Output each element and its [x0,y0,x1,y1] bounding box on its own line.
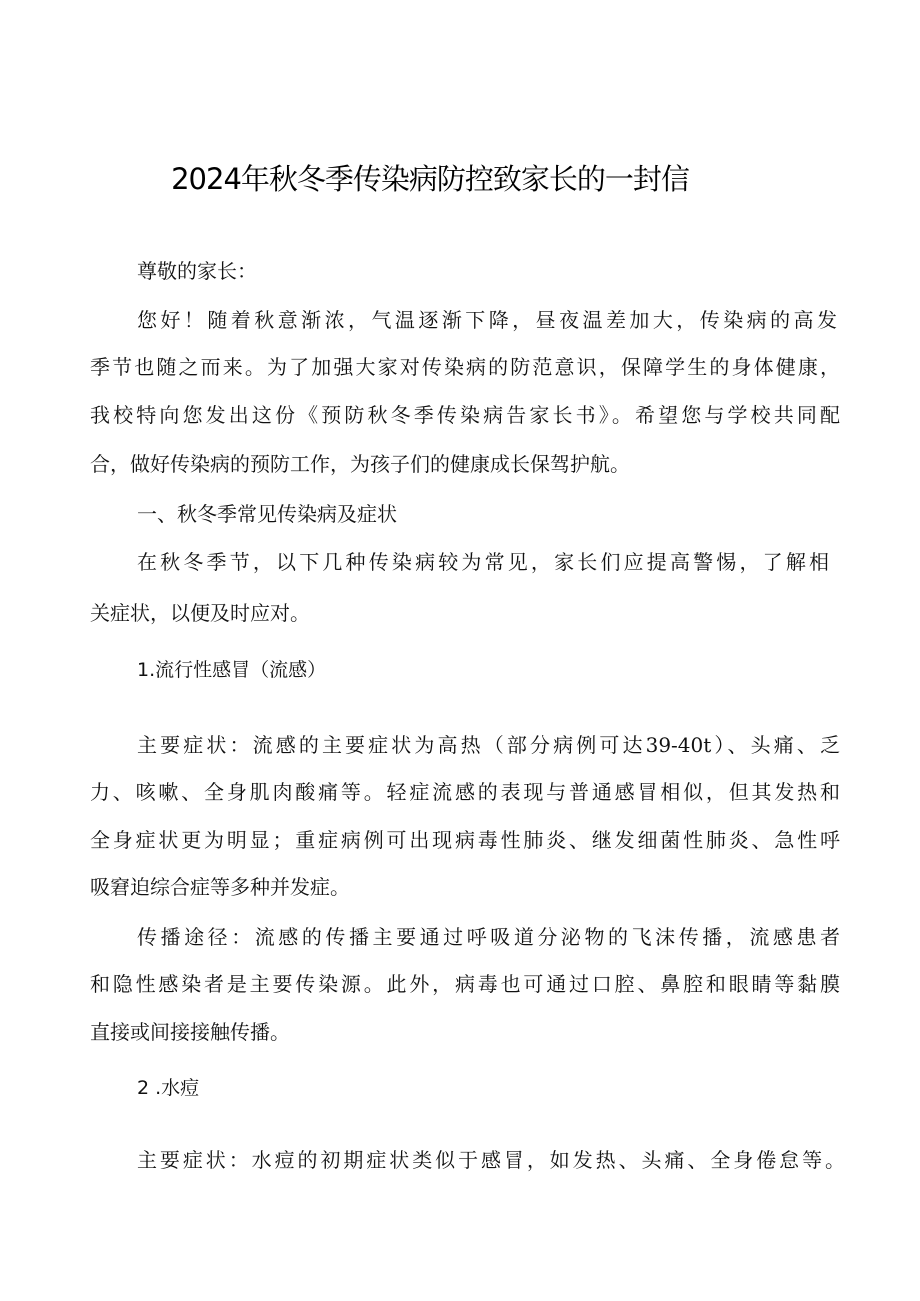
flu-symptoms-line: 全身症状更为明显；重症病例可出现病毒性肺炎、继发细菌性肺炎、急性呼 [90,828,840,852]
item-heading-chickenpox: 2 .水痘 [137,1077,200,1099]
chickenpox-symptoms-line: 主要症状：水痘的初期症状类似于感冒，如发热、头痛、全身倦怠等。 [137,1148,845,1172]
flu-transmission-line: 直接或间接接触传播。 [90,1020,290,1044]
flu-transmission-line: 传播途径：流感的传播主要通过呼吸道分泌物的飞沫传播，流感患者 [137,925,840,949]
section-intro-line: 关症状，以便及时应对。 [90,601,310,625]
section-heading: 一、秋冬季常见传染病及症状 [137,502,397,526]
intro-line: 合，做好传染病的预防工作，为孩子们的健康成长保驾护航。 [90,452,630,476]
flu-transmission-line: 和隐性感染者是主要传染源。此外，病毒也可通过口腔、鼻腔和眼睛等黏膜 [90,972,840,996]
salutation: 尊敬的家长： [137,259,257,283]
document-title: 2024年秋冬季传染病防控致家长的一封信 [171,162,689,196]
flu-symptoms-line: 主要症状：流感的主要症状为高热（部分病例可达39-40t）、头痛、乏 [137,733,840,757]
section-intro-line: 在秋冬季节，以下几种传染病较为常见，家长们应提高警惕，了解相 [137,550,829,574]
intro-line: 我校特向您发出这份《预防秋冬季传染病告家长书》。希望您与学校共同配 [90,403,840,427]
flu-symptoms-line: 力、咳嗽、全身肌肉酸痛等。轻症流感的表现与普通感冒相似，但其发热和 [90,780,840,804]
item-heading-flu: 1.流行性感冒（流感） [137,659,327,681]
intro-line: 您好！随着秋意渐浓，气温逐渐下降，昼夜温差加大，传染病的高发 [137,308,837,332]
intro-line: 季节也随之而来。为了加强大家对传染病的防范意识，保障学生的身体健康， [90,355,840,379]
flu-symptoms-line: 吸窘迫综合症等多种并发症。 [90,875,350,899]
